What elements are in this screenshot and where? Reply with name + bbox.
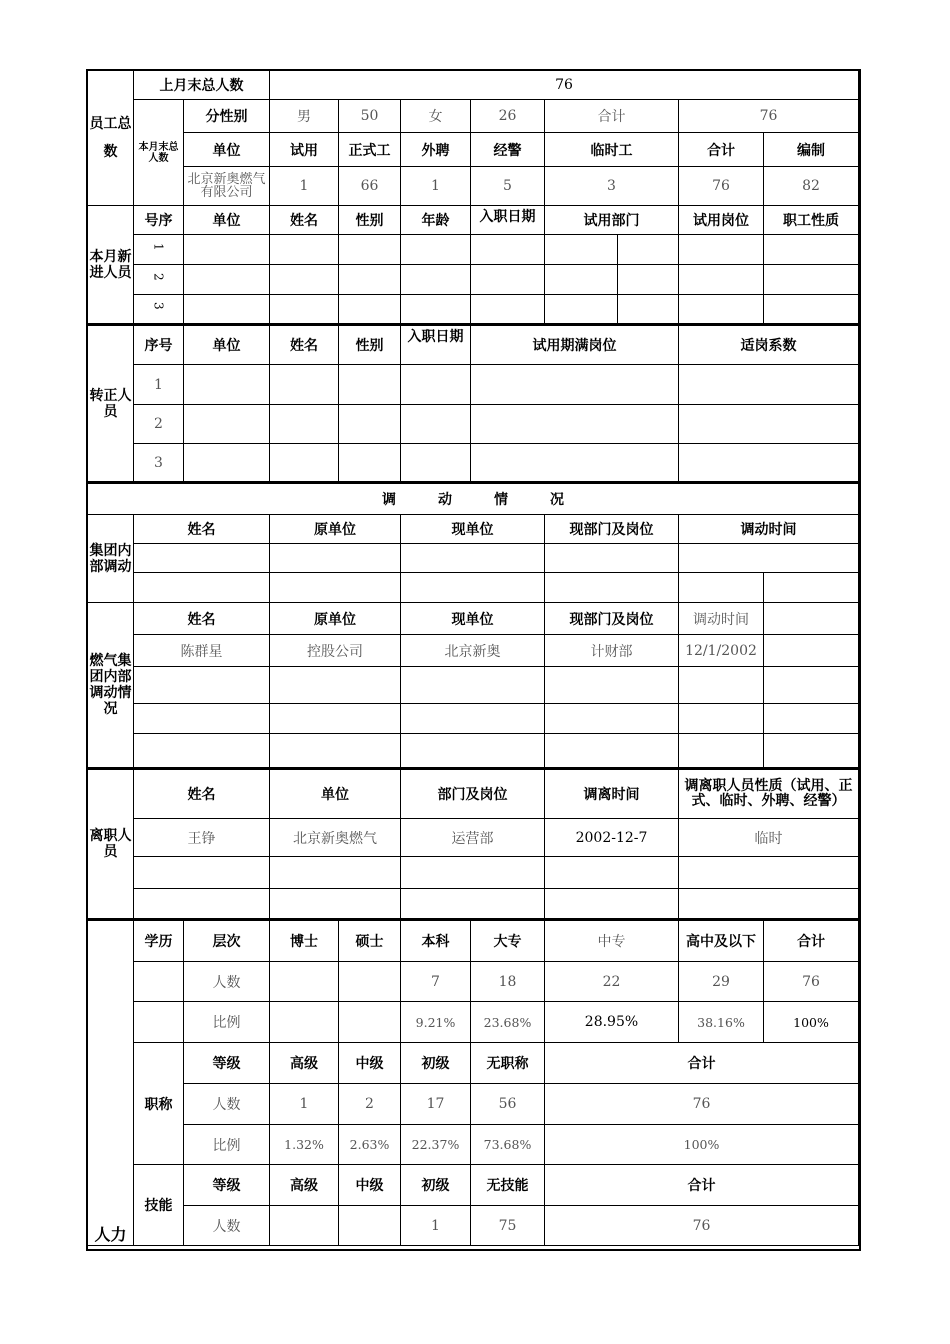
leave-row-unit: 北京新奥燃气	[270, 819, 401, 857]
title-ratio-junior: 22.37%	[401, 1125, 471, 1165]
new-col-gender: 性别	[339, 206, 401, 235]
reg-col-post: 试用期满岗位	[471, 325, 679, 365]
col-guard: 经警	[471, 133, 545, 167]
edu-count-phd	[270, 962, 339, 1002]
reg-col-coef: 适岗系数	[679, 325, 859, 365]
gas-row-from: 控股公司	[270, 635, 401, 667]
title-col-senior: 高级	[270, 1043, 339, 1084]
female-label: 女	[401, 100, 471, 133]
new-col-date: 入职日期	[471, 206, 545, 235]
grp-col-name: 姓名	[134, 515, 270, 544]
title-col-junior: 初级	[401, 1043, 471, 1084]
edu-col-master: 硕士	[339, 920, 401, 962]
skill-count-total: 76	[545, 1206, 859, 1246]
new-col-unit: 单位	[184, 206, 270, 235]
col-external: 外聘	[401, 133, 471, 167]
col-total: 合计	[679, 133, 764, 167]
edu-ratio-highschool: 38.16%	[679, 1002, 764, 1043]
leave-row-time: 2002-12-7	[545, 819, 679, 857]
title-ratio-label: 比例	[184, 1125, 270, 1165]
new-staff-label: 本月新进人员	[88, 206, 134, 325]
edu-ratio-college: 23.68%	[471, 1002, 545, 1043]
trial-count: 1	[270, 167, 339, 206]
hr-report-table	[87, 70, 859, 1246]
gas-transfer-label: 燃气集团内部调动情况	[88, 603, 134, 769]
edu-col-total: 合计	[764, 920, 859, 962]
edu-col-phd: 博士	[270, 920, 339, 962]
title-count-label: 人数	[184, 1084, 270, 1125]
edu-count-label: 人数	[184, 962, 270, 1002]
formal-count: 66	[339, 167, 401, 206]
temp-count: 3	[545, 167, 679, 206]
sum-label: 合计	[545, 100, 679, 133]
title-col-grade: 等级	[184, 1043, 270, 1084]
title-col-middle: 中级	[339, 1043, 401, 1084]
skill-count-middle	[339, 1206, 401, 1246]
grp-col-from: 原单位	[270, 515, 401, 544]
edu-col-highschool: 高中及以下	[679, 920, 764, 962]
new-col-dept: 试用部门	[545, 206, 679, 235]
gas-row-name: 陈群星	[134, 635, 270, 667]
edu-count-college: 18	[471, 962, 545, 1002]
new-col-seq: 号序	[134, 206, 184, 235]
hr-label: 人力	[88, 920, 134, 1246]
new-col-age: 年龄	[401, 206, 471, 235]
new-row-num: 2	[134, 265, 184, 295]
edu-count-bachelor: 7	[401, 962, 471, 1002]
title-ratio-none: 73.68%	[471, 1125, 545, 1165]
skill-col-none: 无技能	[471, 1165, 545, 1206]
edu-ratio-bachelor: 9.21%	[401, 1002, 471, 1043]
sum-value: 76	[679, 100, 859, 133]
new-col-name: 姓名	[270, 206, 339, 235]
edu-ratio-master	[339, 1002, 401, 1043]
gas-col-time: 调动时间	[679, 603, 764, 635]
month-end-label: 本月末总人数	[134, 100, 184, 206]
col-unit: 单位	[184, 133, 270, 167]
grp-col-post: 现部门及岗位	[545, 515, 679, 544]
total-count: 76	[679, 167, 764, 206]
skill-col-middle: 中级	[339, 1165, 401, 1206]
total-side-label: 员工总数	[88, 71, 134, 206]
gas-col-from: 原单位	[270, 603, 401, 635]
title-ratio-middle: 2.63%	[339, 1125, 401, 1165]
skill-count-junior: 1	[401, 1206, 471, 1246]
female-value: 26	[471, 100, 545, 133]
leave-row-post: 运营部	[401, 819, 545, 857]
gas-row-post: 计财部	[545, 635, 679, 667]
leave-col-name: 姓名	[134, 769, 270, 819]
edu-count-secondary: 22	[545, 962, 679, 1002]
skill-col-junior: 初级	[401, 1165, 471, 1206]
edu-col-secondary: 中专	[545, 920, 679, 962]
edu-ratio-total: 100%	[764, 1002, 859, 1043]
group-transfer-label: 集团内部调动	[88, 515, 134, 603]
col-formal: 正式工	[339, 133, 401, 167]
title-count-total: 76	[545, 1084, 859, 1125]
transfer-title: 调 动 情 况	[88, 483, 859, 515]
title-col-total: 合计	[545, 1043, 859, 1084]
edu-col-bachelor: 本科	[401, 920, 471, 962]
skill-count-label: 人数	[184, 1206, 270, 1246]
title-label: 职称	[134, 1043, 184, 1165]
edu-ratio-secondary: 28.95%	[545, 1002, 679, 1043]
new-row-num: 3	[134, 295, 184, 325]
reg-col-gender: 性别	[339, 325, 401, 365]
title-count-junior: 17	[401, 1084, 471, 1125]
last-month-value: 76	[270, 71, 859, 100]
edu-ratio-phd	[270, 1002, 339, 1043]
gas-row-to: 北京新奥	[401, 635, 545, 667]
skill-count-senior	[270, 1206, 339, 1246]
leave-label: 离职人员	[88, 769, 134, 920]
new-col-nature: 职工性质	[764, 206, 859, 235]
new-col-post: 试用岗位	[679, 206, 764, 235]
reg-col-date: 入职日期	[401, 325, 471, 365]
edu-label: 学历	[134, 920, 184, 962]
title-count-middle: 2	[339, 1084, 401, 1125]
gas-col-post: 现部门及岗位	[545, 603, 679, 635]
grp-col-to: 现单位	[401, 515, 545, 544]
col-temp: 临时工	[545, 133, 679, 167]
guard-count: 5	[471, 167, 545, 206]
leave-col-nature: 调离职人员性质（试用、正式、临时、外聘、经警）	[679, 769, 859, 819]
grp-col-time: 调动时间	[679, 515, 859, 544]
regular-label: 转正人员	[88, 325, 134, 483]
reg-col-name: 姓名	[270, 325, 339, 365]
edu-col-college: 大专	[471, 920, 545, 962]
edu-ratio-label: 比例	[184, 1002, 270, 1043]
reg-col-seq: 序号	[134, 325, 184, 365]
leave-row-name: 王铮	[134, 819, 270, 857]
leave-col-time: 调离时间	[545, 769, 679, 819]
col-quota: 编制	[764, 133, 859, 167]
title-count-senior: 1	[270, 1084, 339, 1125]
edu-count-highschool: 29	[679, 962, 764, 1002]
gas-col-name: 姓名	[134, 603, 270, 635]
leave-col-post: 部门及岗位	[401, 769, 545, 819]
edu-col-level: 层次	[184, 920, 270, 962]
male-label: 男	[270, 100, 339, 133]
col-trial: 试用	[270, 133, 339, 167]
gas-row-time: 12/1/2002	[679, 635, 764, 667]
skill-col-senior: 高级	[270, 1165, 339, 1206]
skill-col-grade: 等级	[184, 1165, 270, 1206]
external-count: 1	[401, 167, 471, 206]
gas-col-to: 现单位	[401, 603, 545, 635]
reg-row-num: 1	[134, 365, 184, 405]
gender-label: 分性别	[184, 100, 270, 133]
reg-row-num: 2	[134, 405, 184, 444]
leave-row-nature: 临时	[679, 819, 859, 857]
skill-count-none: 75	[471, 1206, 545, 1246]
last-month-label: 上月末总人数	[134, 71, 270, 100]
title-col-none: 无职称	[471, 1043, 545, 1084]
title-count-none: 56	[471, 1084, 545, 1125]
quota-count: 82	[764, 167, 859, 206]
skill-col-total: 合计	[545, 1165, 859, 1206]
title-ratio-total: 100%	[545, 1125, 859, 1165]
reg-col-unit: 单位	[184, 325, 270, 365]
unit-name: 北京新奥燃气有限公司	[184, 167, 270, 206]
reg-row-num: 3	[134, 444, 184, 483]
edu-count-master	[339, 962, 401, 1002]
new-row-num: 1	[134, 235, 184, 265]
edu-count-total: 76	[764, 962, 859, 1002]
skill-label: 技能	[134, 1165, 184, 1246]
title-ratio-senior: 1.32%	[270, 1125, 339, 1165]
leave-col-unit: 单位	[270, 769, 401, 819]
male-value: 50	[339, 100, 401, 133]
